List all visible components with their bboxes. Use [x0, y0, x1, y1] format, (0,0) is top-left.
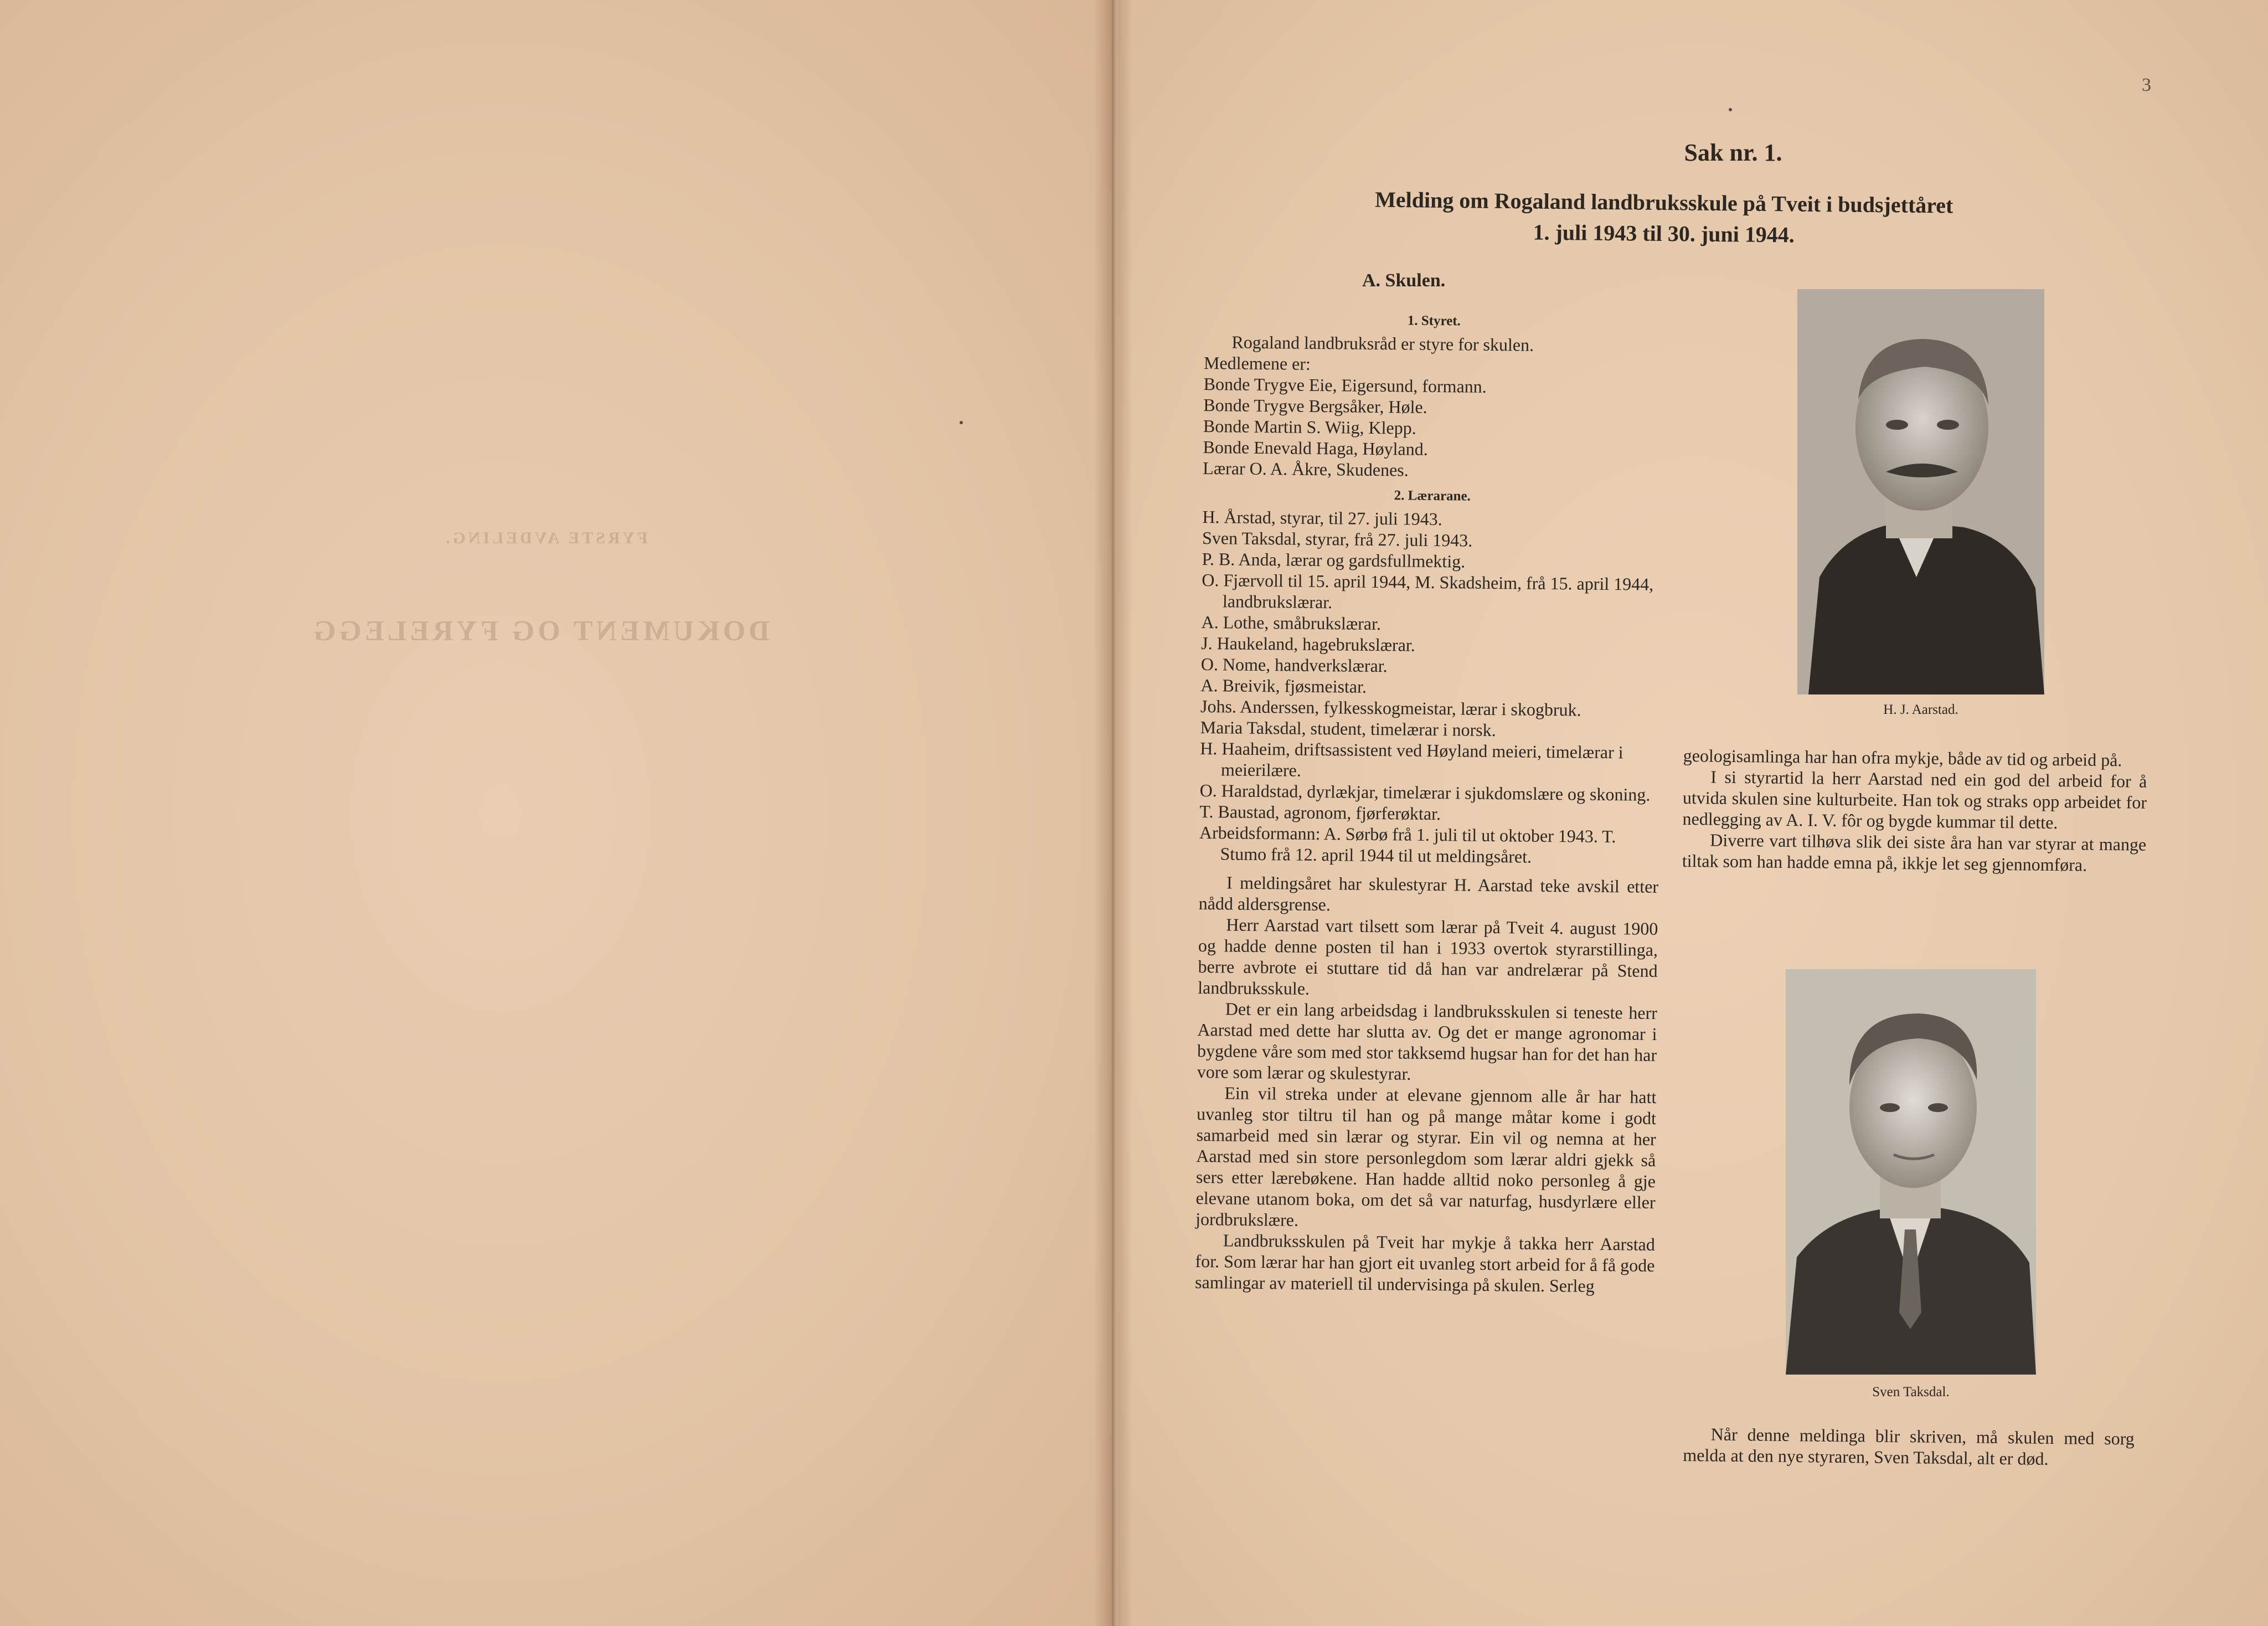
portrait-taksdal-image	[1786, 969, 2036, 1375]
teacher-item: H. Haaheim, driftsassistent ved Høyland meieri, timelærar i meierilære.	[1200, 738, 1623, 780]
paper-speck	[1729, 108, 1732, 111]
teacher-item: T. Baustad, agronom, fjørferøktar.	[1199, 801, 1441, 824]
teacher-item: J. Haukeland, hagebrukslærar.	[1201, 632, 1415, 655]
body-paragraph: Herr Aarstad vart tilsett som lærar på Tveit 4. august 1900 og hadde denne posten til han i 1933 overtok styrarstillinga, berre avbrote ei stuttare tid då han var andrelærar på Stend landbruksskule.	[1198, 914, 1658, 999]
section-heading-skulen: A. Skulen.	[1362, 270, 1446, 291]
right-text-column	[1682, 745, 2147, 876]
portrait-aarstad	[1797, 289, 2044, 694]
portrait-caption-aarstad: H. J. Aarstad.	[1883, 702, 1958, 717]
book-gutter	[1094, 0, 1132, 1626]
teacher-item: A. Breivik, fjøsmeistar.	[1200, 675, 1367, 697]
bleed-through-line-1: FYRSTE AVDELING.	[443, 529, 648, 547]
page-number: 3	[2142, 75, 2151, 95]
styret-intro: Rogaland landbruksråd er styre for skulen.	[1231, 332, 1534, 355]
portrait-caption-taksdal: Sven Taksdal.	[1872, 1385, 1950, 1399]
bleed-through-line-2: DOKUMENT OG FYRELEGG	[310, 615, 770, 647]
closing-text	[1683, 1423, 2135, 1470]
styret-heading: 1. Styret.	[1407, 313, 1461, 329]
body-paragraph: I si styrartid la herr Aarstad ned ein god del arbeid for å utvida skulen sine kulturbeite. Han tok og straks opp arbeidet for nedlegging av A. I. V. fôr og bygde kummar til dette.	[1682, 766, 2147, 833]
main-title-line-1: Melding om Rogaland landbruksskule på Tveit i budsjettåret	[1374, 187, 1953, 218]
teacher-item: H. Årstad, styrar, til 27. juli 1943.	[1202, 506, 1442, 529]
portrait-taksdal	[1786, 969, 2036, 1375]
member-item: Bonde Trygve Bergsåker, Høle.	[1203, 394, 1427, 417]
member-item: Bonde Martin S. Wiig, Klepp.	[1203, 415, 1416, 438]
teacher-item: Maria Taksdal, student, timelærar i norsk.	[1200, 717, 1496, 740]
closing-paragraph: Når denne meldinga blir skriven, må skulen med sorg melda at den nye styraren, Sven Taksdal, alt er død.	[1683, 1424, 2135, 1469]
body-paragraph: Det er ein lang arbeidsdag i landbruksskulen si teneste herr Aarstad med dette har slutta av. Og det er mange agronomar i bygdene våre som med stor takksemd hugsar han for det han har vore som lærar og skulestyrar.	[1197, 999, 1658, 1084]
sak-title: Sak nr. 1.	[1684, 139, 1782, 166]
teacher-item: P. B. Anda, lærar og gardsfullmektig.	[1202, 548, 1466, 572]
paper-speck	[960, 421, 963, 424]
member-item: Bonde Enevald Haga, Høyland.	[1203, 436, 1428, 459]
laerarane-heading: 2. Lærarane.	[1394, 488, 1471, 504]
body-paragraph: Diverre vart tilhøva slik dei siste åra han var styrar at mange tiltak som han hadde emna på, ikkje let seg gjennomføra.	[1682, 830, 2147, 875]
teacher-item: O. Nome, handverkslærar.	[1200, 654, 1388, 676]
main-title	[1284, 183, 2043, 253]
body-paragraph: Landbruksskulen på Tveit har mykje å takka herr Aarstad for. Som lærar har han gjort eit uvanleg stort arbeid for å få gode samlingar av materiell til undervisinga på skulen. Serleg	[1194, 1230, 1656, 1296]
teacher-item: Sven Taksdal, styrar, frå 27. juli 1943.	[1202, 527, 1473, 550]
teacher-item: O. Fjærvoll til 15. april 1944, M. Skadsheim, frå 15. april 1944, landbrukslærar.	[1202, 569, 1654, 613]
members-label: Medlemene er:	[1203, 352, 1311, 374]
member-item: Bonde Trygve Eie, Eigersund, formann.	[1203, 373, 1487, 397]
portrait-aarstad-image	[1797, 289, 2044, 694]
member-item: Lærar O. A. Åkre, Skudenes.	[1203, 457, 1409, 480]
body-paragraph: Ein vil streka under at elevane gjennom alle år har hatt uvanleg stor tiltru til han og på mange måtar kome i godt samarbeid med sin lærar og styrar. Ein vil og nemna at her Aarstad med sin store personlegdom som lærar aldri gjekk så sers etter lærebøkene. Han hadde alltid noko personleg å gje elevane utanom boka, om det så var naturfag, husdyrlære eller jordbrukslære.	[1195, 1083, 1657, 1230]
main-title-line-2: 1. juli 1943 til 30. juni 1944.	[1533, 219, 1795, 248]
body-paragraph: geologisamlinga har han ofra mykje, både av tid og arbeid på.	[1683, 745, 2122, 770]
left-page	[0, 0, 1113, 1626]
body-paragraph: I meldingsåret har skulestyrar H. Aarstad teke avskil etter nådd aldersgrense.	[1198, 872, 1659, 915]
teacher-item: Arbeidsformann: A. Sørbø frå 1. juli til ut oktober 1943. T. Stumo frå 12. april 1944 til ut meldingsåret.	[1199, 822, 1616, 867]
teacher-item: Johs. Anderssen, fylkesskogmeistar, lærar i skogbruk.	[1200, 696, 1581, 720]
teacher-item: O. Haraldstad, dyrlækjar, timelærar i sjukdomslære og skoning.	[1199, 780, 1651, 805]
teacher-item: A. Lothe, småbrukslærar.	[1201, 611, 1382, 634]
left-text-column	[1195, 310, 1664, 1297]
